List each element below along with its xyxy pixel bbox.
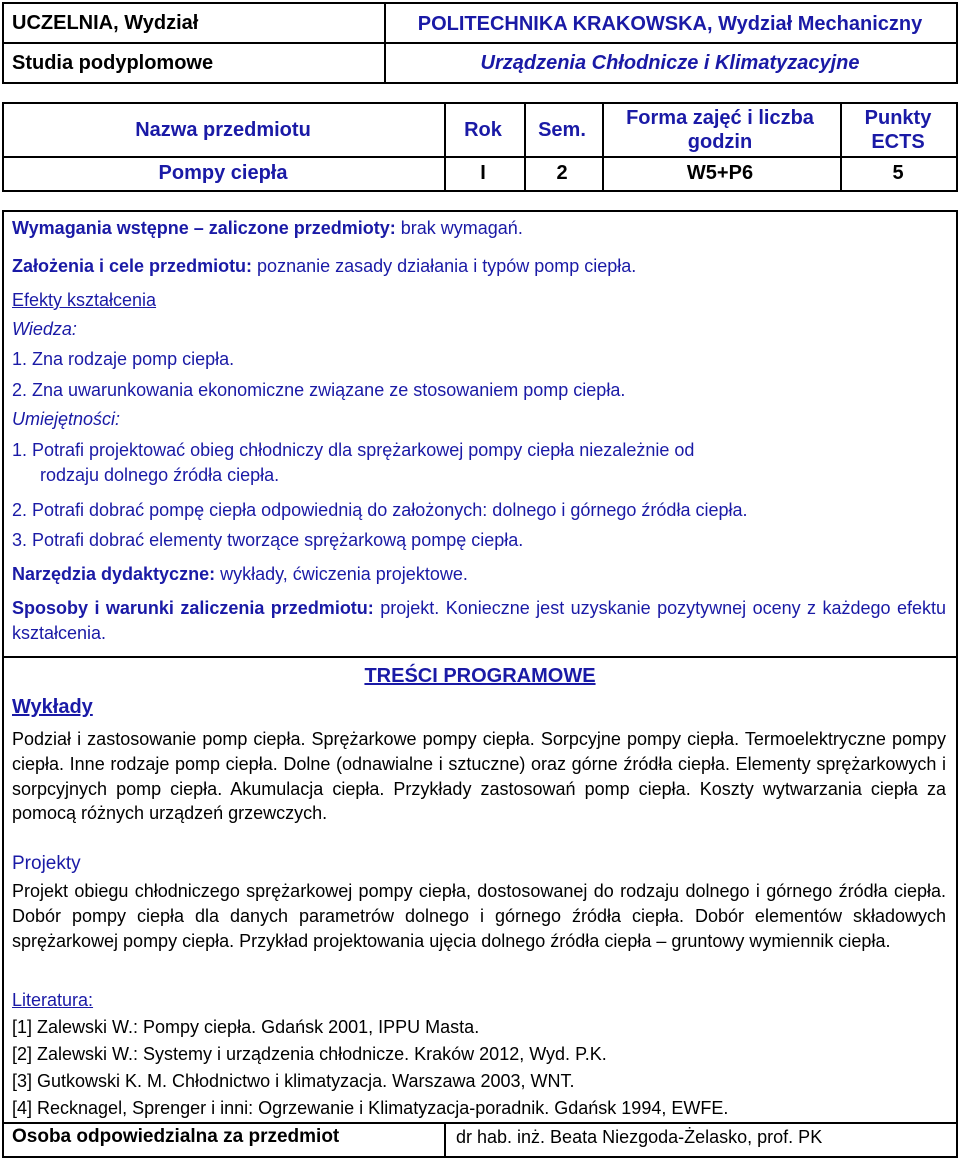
methods	[12, 596, 946, 646]
responsible-person-label: Osoba odpowiedzialna za przedmiot	[12, 1126, 340, 1147]
tools-label: Narzędzia dydaktyczne:	[12, 564, 216, 584]
methods-label: Sposoby i warunki zaliczenia przedmiotu:	[12, 598, 374, 618]
goals	[12, 255, 636, 277]
cell-sem: 2	[556, 162, 568, 184]
literature-item: [1] Zalewski W.: Pompy ciepła. Gdańsk 2001, IPPU Masta.	[12, 1017, 480, 1037]
cell-ects: 5	[892, 162, 904, 184]
skills-heading: Umiejętności:	[12, 409, 121, 429]
lectures-heading: Wykłady	[12, 696, 93, 718]
col-header-nazwa: Nazwa przedmiotu	[135, 119, 311, 141]
skills-item: 2. Potrafi dobrać pompę ciepła odpowiednią do założonych: dolnego i górnego źródła ciepła.	[12, 500, 748, 520]
goals-value: poznanie zasady działania i typów pomp ciepła.	[252, 256, 637, 276]
skills-item: 3. Potrafi dobrać elementy tworzące sprężarkową pompę ciepła.	[12, 530, 524, 550]
methods-value: projekt. Konieczne jest uzyskanie pozytywnej oceny z każdego efektu kształcenia.	[12, 598, 947, 643]
col-header-rok: Rok	[464, 119, 502, 141]
col-header-sem: Sem.	[538, 119, 586, 141]
prerequisites-value: brak wymagań.	[395, 218, 523, 238]
knowledge-item: 1. Zna rodzaje pomp ciepła.	[12, 349, 235, 369]
cell-forma: W5+P6	[686, 162, 754, 184]
prerequisites	[12, 217, 523, 239]
studia-label: Studia podyplomowe	[12, 52, 214, 74]
skills-item: 1. Potrafi projektować obieg chłodniczy dla sprężarkowej pompy ciepła niezależnie od	[12, 440, 695, 460]
effects-heading: Efekty kształcenia	[12, 290, 157, 310]
col-header-forma: Forma zajęć i liczba godzin	[626, 107, 814, 153]
responsible-person-value: dr hab. inż. Beata Niezgoda-Żelasko, prof. PK	[456, 1127, 823, 1147]
uczelnia-label: UCZELNIA, Wydział	[12, 12, 199, 34]
goals-label: Założenia i cele przedmiotu:	[12, 256, 253, 276]
uczelnia-value: POLITECHNIKA KRAKOWSKA, Wydział Mechaniczny	[417, 13, 923, 35]
literature-item: [4] Recknagel, Sprenger i inni: Ogrzewanie i Klimatyzacja-poradnik. Gdańsk 1994, EWFE.	[12, 1098, 729, 1118]
literature-item: [3] Gutkowski K. M. Chłodnictwo i klimatyzacja. Warszawa 2003, WNT.	[12, 1071, 575, 1091]
tools	[12, 563, 468, 585]
cell-rok: I	[480, 162, 486, 184]
col-header-ects: Punkty ECTS	[864, 107, 932, 153]
tools-value: wykłady, ćwiczenia projektowe.	[215, 564, 468, 584]
literature-item: [2] Zalewski W.: Systemy i urządzenia chłodnicze. Kraków 2012, Wyd. P.K.	[12, 1044, 607, 1064]
program-title: TREŚCI PROGRAMOWE	[364, 665, 596, 687]
literature-heading: Literatura:	[12, 990, 94, 1010]
knowledge-item: 2. Zna uwarunkowania ekonomiczne związane ze stosowaniem pomp ciepła.	[12, 380, 626, 400]
studia-value: Urządzenia Chłodnicze i Klimatyzacyjne	[480, 52, 860, 74]
cell-nazwa: Pompy ciepła	[158, 162, 288, 184]
knowledge-heading: Wiedza:	[12, 319, 77, 339]
prerequisites-label: Wymagania wstępne – zaliczone przedmioty:	[12, 218, 396, 238]
projects-text: Projekt obiegu chłodniczego sprężarkowej pompy ciepła, dostosowanej do rodzaju dolnego i górnego źródła ciepła. Dobór pompy ciepła dla danych parametrów dolnego i górnego źródła ciepła. Dobór elementów składowych sprężarkowej pompy ciepła. Przykład projektowania ujęcia dolnego źródła ciepła – gruntowy wymiennik ciepła.	[12, 881, 946, 951]
lectures-text: Podział i zastosowanie pomp ciepła. Sprężarkowe pompy ciepła. Sorpcyjne pompy ciepła. Termoelektryczne pompy ciepła. Inne rodzaje pomp ciepła. Dolne (odnawialne i sztuczne) oraz górne źródła ciepła. Elementy sprężarkowych i sorpcyjnych pomp ciepła. Akumulacja ciepła. Przykłady zastosowań pomp ciepła. Koszty wytwarzania ciepła za pomocą różnych urządzeń grzewczych.	[12, 729, 946, 824]
projects-heading: Projekty	[12, 853, 81, 874]
skills-item-continuation: rodzaju dolnego źródła ciepła.	[40, 465, 280, 485]
